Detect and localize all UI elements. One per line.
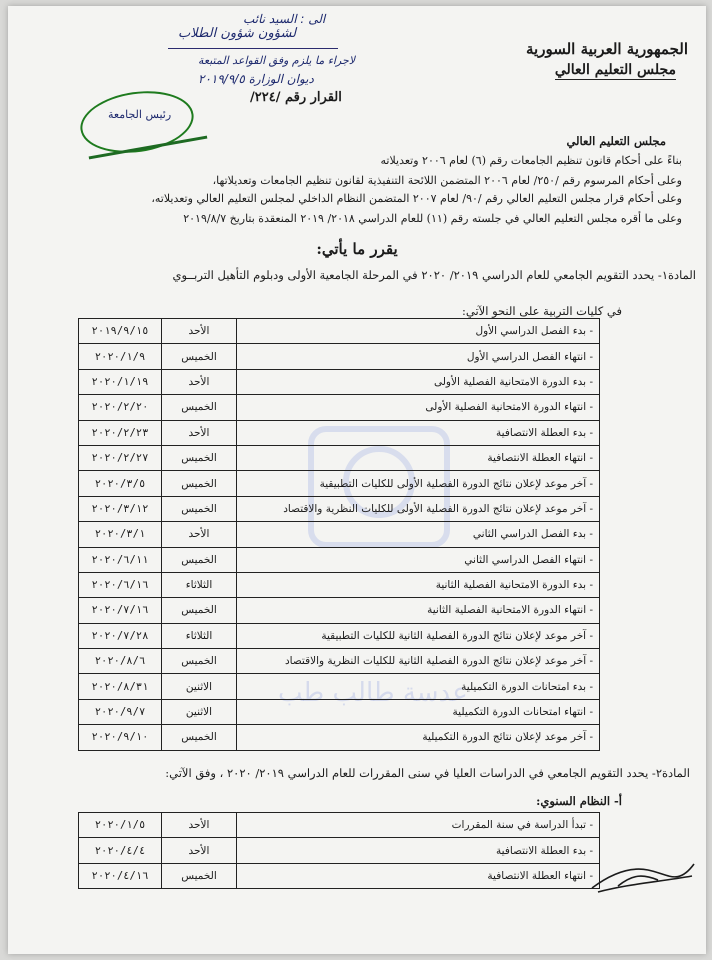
calendar-day: الثلاثاء [162, 572, 237, 597]
calendar-date: ٢٠٢٠/٣/١ [79, 522, 162, 547]
calendar-day: الأحد [162, 420, 237, 445]
calendar-event: - بدء الدورة الامتحانية الفصلية الثانية [237, 572, 600, 597]
handwritten-addressee: الى : السيد نائب [243, 12, 326, 26]
calendar-event: - انتهاء العطلة الانتصافية [237, 445, 600, 470]
calendar-row [79, 863, 600, 888]
calendar-event: - انتهاء العطلة الانتصافية [237, 863, 600, 888]
article-1-continuation: في كليات التربية على النحو الآتي: [462, 304, 622, 318]
preamble-line: وعلى أحكام قرار مجلس التعليم العالي رقم /٩٠/ لعام ٢٠٠٧ المتضمن النظام الداخلي لمجلس التعليم العالي وتعديلاته، [151, 192, 682, 205]
calendar-day: الخميس [162, 496, 237, 521]
calendar-event: - آخر موعد لإعلان نتائج الدورة الفصلية الأولى للكليات النظرية والاقتصاد [237, 496, 600, 521]
calendar-date: ٢٠٢٠/١/١٩ [79, 369, 162, 394]
preamble-line: بناءً على أحكام قانون تنظيم الجامعات رقم (٦) لعام ٢٠٠٦ وتعديلاته [380, 154, 682, 167]
calendar-day: الخميس [162, 598, 237, 623]
calendar-date: ٢٠٢٠/٦/١٦ [79, 572, 162, 597]
calendar-date: ٢٠١٩/٩/١٥ [79, 319, 162, 344]
calendar-row [79, 623, 600, 648]
handwritten-underline [168, 48, 338, 49]
calendar-date: ٢٠٢٠/٦/١١ [79, 547, 162, 572]
country-name: الجمهورية العربية السورية [526, 40, 688, 58]
calendar-day: الخميس [162, 395, 237, 420]
calendar-day: الأحد [162, 369, 237, 394]
article-2-subheading: أ- النظام السنوي: [536, 794, 622, 808]
signature-icon [588, 856, 698, 896]
calendar-row [79, 319, 600, 344]
calendar-row [79, 572, 600, 597]
calendar-date: ٢٠٢٠/١/٥ [79, 813, 162, 838]
calendar-event: - انتهاء الفصل الدراسي الأول [237, 344, 600, 369]
calendar-date: ٢٠٢٠/٨/٣١ [79, 674, 162, 699]
calendar-row [79, 838, 600, 863]
calendar-date: ٢٠٢٠/٩/١٠ [79, 725, 162, 750]
calendar-event: - بدء الفصل الدراسي الأول [237, 319, 600, 344]
calendar-date: ٢٠٢٠/٧/١٦ [79, 598, 162, 623]
calendar-event: - انتهاء الدورة الامتحانية الفصلية الثانية [237, 598, 600, 623]
preamble-council: مجلس التعليم العالي [566, 134, 666, 148]
calendar-event: - بدء الفصل الدراسي الثاني [237, 522, 600, 547]
calendar-day: الخميس [162, 649, 237, 674]
calendar-event: - بدء العطلة الانتصافية [237, 838, 600, 863]
calendar-row [79, 674, 600, 699]
calendar-row [79, 813, 600, 838]
calendar-row [79, 395, 600, 420]
calendar-day: الخميس [162, 725, 237, 750]
calendar-date: ٢٠٢٠/٧/٢٨ [79, 623, 162, 648]
calendar-date: ٢٠٢٠/١/٩ [79, 344, 162, 369]
preamble-line: وعلى أحكام المرسوم رقم /٢٥٠/ لعام ٢٠٠٦ المتضمن اللائحة التنفيذية لقانون تنظيم الجامعات وتعديلاتها، [212, 174, 682, 187]
calendar-day: الاثنين [162, 674, 237, 699]
calendar-event: - انتهاء امتحانات الدورة التكميلية [237, 699, 600, 724]
calendar-row [79, 496, 600, 521]
calendar-day: الأحد [162, 813, 237, 838]
watermark-text: عدسة طالب طب [278, 678, 468, 708]
calendar-event: - انتهاء الدورة الامتحانية الفصلية الأولى [237, 395, 600, 420]
calendar-event: - آخر موعد لإعلان نتائج الدورة الفصلية الثانية للكليات النظرية والاقتصاد [237, 649, 600, 674]
stamp-label: رئيس الجامعة [108, 108, 172, 121]
calendar-row [79, 445, 600, 470]
calendar-table [78, 318, 600, 751]
document-page [8, 6, 706, 954]
article-1-text: المادة١- يحدد التقويم الجامعي للعام الدراسي ٢٠١٩/ ٢٠٢٠ في المرحلة الجامعية الأولى ودبلوم التأهيل التربــوي [172, 268, 696, 282]
calendar-row [79, 522, 600, 547]
calendar-date: ٢٠٢٠/٨/٦ [79, 649, 162, 674]
calendar-row [79, 420, 600, 445]
calendar-event: - بدء الدورة الامتحانية الفصلية الأولى [237, 369, 600, 394]
calendar-day: الأحد [162, 522, 237, 547]
calendar-day: الثلاثاء [162, 623, 237, 648]
handwritten-date: ديوان الوزارة ٢٠١٩/٩/٥ [198, 72, 314, 86]
calendar-day: الأحد [162, 319, 237, 344]
calendar-date: ٢٠٢٠/٣/١٢ [79, 496, 162, 521]
calendar-day: الأحد [162, 838, 237, 863]
calendar-day: الاثنين [162, 699, 237, 724]
calendar-date: ٢٠٢٠/٢/٢٠ [79, 395, 162, 420]
handwritten-vp: لشؤون شؤون الطلاب [178, 26, 297, 41]
calendar-event: - آخر موعد لإعلان نتائج الدورة الفصلية الأولى للكليات التطبيقية [237, 471, 600, 496]
calendar-day: الخميس [162, 471, 237, 496]
calendar-day: الخميس [162, 445, 237, 470]
calendar-row [79, 699, 600, 724]
calendar-event: - بدء امتحانات الدورة التكميلية [237, 674, 600, 699]
calendar-date: ٢٠٢٠/٢/٢٣ [79, 420, 162, 445]
calendar-date: ٢٠٢٠/٢/٢٧ [79, 445, 162, 470]
calendar-row [79, 649, 600, 674]
calendar-date: ٢٠٢٠/٤/١٦ [79, 863, 162, 888]
calendar-row [79, 547, 600, 572]
decides-heading: يقرر ما يأتي: [316, 240, 398, 258]
calendar-date: ٢٠٢٠/٤/٤ [79, 838, 162, 863]
calendar-event: - تبدأ الدراسة في سنة المقررات [237, 813, 600, 838]
handwritten-instruction: لاجراء ما يلزم وفق القواعد المتبعة [198, 54, 356, 67]
calendar-event: - بدء العطلة الانتصافية [237, 420, 600, 445]
decision-number: القرار رقم /٢٢٤/ [250, 90, 342, 105]
calendar-day: الخميس [162, 344, 237, 369]
article-2-text: المادة٢- يحدد التقويم الجامعي في الدراسات العليا في سنى المقررات للعام الدراسي ٢٠١٩/ ٢٠٢٠ ، وفق الآتي: [165, 766, 690, 780]
calendar-row [79, 598, 600, 623]
calendar-event: - انتهاء الفصل الدراسي الثاني [237, 547, 600, 572]
calendar-day: الخميس [162, 547, 237, 572]
preamble-line: وعلى ما أقره مجلس التعليم العالي في جلسته رقم (١١) للعام الدراسي ٢٠١٨/ ٢٠١٩ المنعقدة بتاريخ ٢٠١٩/٨/٧ [183, 212, 682, 225]
graduate-calendar-table [78, 812, 600, 889]
council-name: مجلس التعليم العالي [554, 62, 676, 78]
calendar-date: ٢٠٢٠/٣/٥ [79, 471, 162, 496]
calendar-event: - آخر موعد لإعلان نتائج الدورة التكميلية [237, 725, 600, 750]
calendar-row [79, 369, 600, 394]
calendar-day: الخميس [162, 863, 237, 888]
calendar-date: ٢٠٢٠/٩/٧ [79, 699, 162, 724]
calendar-row [79, 344, 600, 369]
calendar-row [79, 725, 600, 750]
calendar-event: - آخر موعد لإعلان نتائج الدورة الفصلية الثانية للكليات التطبيقية [237, 623, 600, 648]
calendar-row [79, 471, 600, 496]
